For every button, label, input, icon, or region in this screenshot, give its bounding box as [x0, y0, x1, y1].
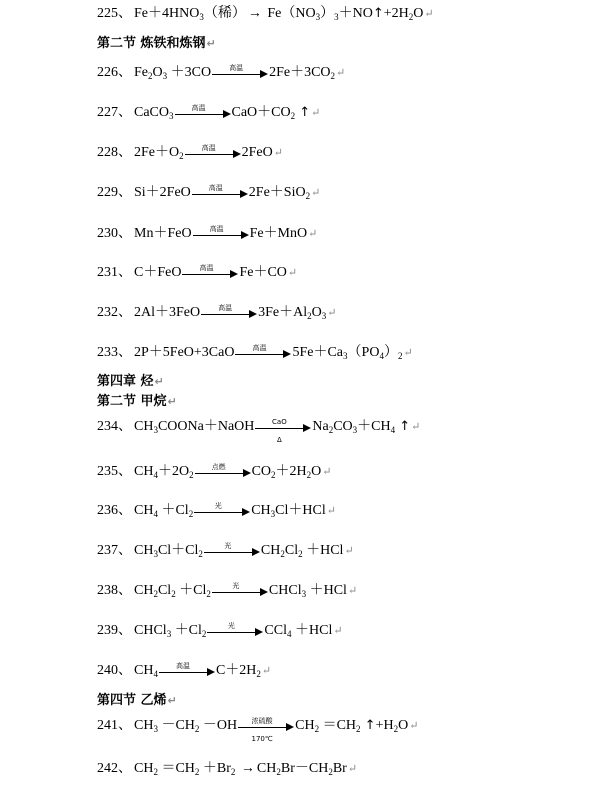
reaction-arrow-icon [182, 264, 238, 282]
paragraph-mark-icon: ↵ [311, 107, 321, 119]
formula-text: Mn＋FeO [134, 226, 192, 241]
formula-text: CH [256, 761, 277, 776]
formula-text: CH [251, 503, 271, 518]
arrow-head [260, 70, 268, 78]
subscript: 2 [328, 425, 334, 435]
formula-text: O [311, 464, 322, 479]
formula-text: CO [251, 464, 272, 479]
subscript: 2 [393, 724, 399, 734]
arrow-shaft [212, 592, 262, 593]
section-heading [97, 692, 177, 710]
equation-number: 241、 [97, 718, 132, 733]
equation-number: 230、 [97, 226, 132, 241]
arrow-head [233, 150, 241, 158]
subscript: 2 [194, 767, 200, 777]
subscript: 4 [153, 470, 158, 480]
equation-line [97, 144, 283, 162]
subscript: 3 [166, 629, 172, 639]
formula-text: Fe [134, 65, 148, 80]
formula-text: 2P＋5FeO+3CaO [134, 345, 235, 360]
equation-line [97, 418, 421, 444]
paragraph-mark-icon: ↵ [336, 67, 346, 79]
paragraph-mark-icon: ↵ [261, 665, 272, 677]
subscript: 2 [201, 629, 207, 639]
subscript: 2 [298, 549, 303, 559]
equation-number: 232、 [97, 305, 132, 320]
formula-text: CH [134, 419, 154, 434]
subscript: 4 [379, 351, 384, 361]
reaction-arrow-icon [204, 542, 260, 560]
formula-text: Br [332, 761, 347, 776]
subscript: 2 [256, 669, 261, 679]
equation-line [97, 542, 354, 560]
reaction-condition: 浓硫酸 [251, 717, 273, 725]
section-heading [97, 373, 164, 391]
formula-text: Fe＋CO [239, 265, 287, 280]
subscript: 2 [330, 71, 336, 81]
equation-line [97, 264, 297, 282]
formula-text: Na [312, 419, 329, 434]
heading-text: 第二节 炼铁和炼钢 [97, 36, 206, 51]
subscript: 3 [315, 12, 321, 22]
arrow-head [252, 548, 260, 556]
equation-line [97, 662, 271, 680]
formula-text: CH [134, 503, 154, 518]
paragraph-mark-icon: ↵ [308, 228, 318, 240]
equation-number: 229、 [97, 185, 132, 200]
formula-text: CaO＋CO [231, 105, 291, 120]
formula-text: O [152, 65, 163, 80]
paragraph-mark-icon: ↵ [344, 545, 354, 557]
paragraph-mark-icon: ↵ [273, 147, 283, 159]
subscript: 2 [194, 724, 200, 734]
formula-text: CH [134, 761, 154, 776]
formula-text: ＋2H [275, 464, 307, 479]
equation-line [97, 304, 336, 322]
paragraph-mark-icon: ↵ [424, 8, 434, 20]
formula-text: Si＋2FeO [134, 185, 191, 200]
formula-text: Br－CH [280, 761, 329, 776]
equation-line [97, 184, 320, 202]
equation-line [97, 463, 332, 481]
subscript: 2 [206, 589, 211, 599]
reaction-condition-below: Δ [276, 436, 282, 444]
paragraph-mark-icon: ↵ [347, 585, 358, 597]
reaction-condition: 高温 [229, 64, 244, 72]
formula-text: CO [333, 419, 353, 434]
formula-text: ＋HCl [291, 623, 333, 638]
arrow-head [283, 350, 291, 358]
formula-text: CH [134, 464, 154, 479]
equation-line [97, 622, 343, 640]
arrow-head [230, 270, 238, 278]
formula-text: ＝CH [157, 761, 195, 776]
formula-text: ） [320, 6, 335, 21]
equation-number: 225、 [97, 6, 132, 21]
arrow-head [241, 231, 249, 239]
subscript: 2 [171, 589, 176, 599]
formula-text: +2H [383, 6, 409, 21]
reaction-arrow-icon [194, 502, 250, 520]
paragraph-mark-icon: ↵ [206, 37, 216, 50]
formula-text: ＋2O [157, 464, 190, 479]
reaction-condition: 高温 [209, 225, 224, 233]
reaction-arrow-icon [175, 104, 231, 122]
equation-line [97, 502, 336, 520]
formula-text: （PO [347, 345, 380, 360]
reaction-arrow-icon [193, 225, 249, 243]
equation-number: 242、 [97, 761, 132, 776]
arrow-head [260, 588, 268, 596]
subscript: 3 [169, 111, 174, 121]
formula-text: O [311, 305, 322, 320]
formula-text: Fe（NO [263, 6, 316, 21]
paragraph-mark-icon: ↵ [167, 395, 177, 408]
subscript: 4 [390, 425, 396, 435]
formula-text: CH [134, 583, 154, 598]
formula-text: Cl＋Cl [157, 543, 199, 558]
subscript: 4 [287, 629, 292, 639]
reaction-condition: 光 [214, 502, 222, 510]
formula-text: （稀） [203, 6, 246, 21]
equation-number: 227、 [97, 105, 132, 120]
formula-text: Cl [157, 583, 172, 598]
subscript: 2 [148, 71, 153, 81]
formula-text: CHCl [134, 623, 167, 638]
arrow-shaft [194, 512, 244, 513]
reaction-condition: 点燃 [211, 463, 226, 471]
formula-text: ＋CH [357, 419, 391, 434]
reaction-arrow-icon [201, 304, 257, 322]
formula-text: ＋Cl [175, 583, 207, 598]
paragraph-mark-icon: ↵ [411, 421, 421, 433]
gas-arrow-icon: ↑ [372, 6, 384, 21]
equation-number: 228、 [97, 145, 132, 160]
reaction-arrow-icon [212, 64, 268, 82]
arrow-head [303, 424, 311, 432]
reaction-condition: 高温 [208, 184, 223, 192]
equation-line [97, 344, 413, 362]
subscript: 3 [153, 425, 158, 435]
equation-line [97, 5, 434, 23]
formula-text: 2Fe＋3CO [269, 65, 331, 80]
equation-line [97, 64, 345, 82]
formula-text: ＋3CO [167, 65, 212, 80]
formula-text: CH [134, 663, 154, 678]
equation-number: 234、 [97, 419, 132, 434]
formula-text: ＋NO [338, 6, 373, 21]
reaction-condition: 光 [224, 542, 232, 550]
equation-number: 237、 [97, 543, 132, 558]
section-heading [97, 393, 177, 411]
formula-text: +H [375, 718, 394, 733]
subscript: 3 [321, 311, 327, 321]
formula-text: －CH [157, 718, 195, 733]
formula-text: 3Fe＋Al [258, 305, 308, 320]
formula-text: Cl [284, 543, 299, 558]
arrow-head [255, 628, 263, 636]
gas-arrow-icon: ↑ [295, 105, 311, 120]
subscript: 3 [352, 425, 358, 435]
arrow-shaft [204, 552, 254, 553]
reaction-arrow-icon [195, 463, 251, 481]
equation-number: 236、 [97, 503, 132, 518]
subscript: 2 [314, 724, 320, 734]
formula-text: 2Fe＋SiO [248, 185, 306, 200]
reaction-condition: 高温 [218, 304, 233, 312]
subscript: 4 [153, 669, 158, 679]
equation-number: 239、 [97, 623, 132, 638]
paragraph-mark-icon: ↵ [333, 625, 343, 637]
paragraph-mark-icon: ↵ [322, 466, 332, 478]
reaction-arrow-icon [235, 344, 291, 362]
formula-text: ＋Cl [157, 503, 189, 518]
subscript: 2 [397, 351, 403, 361]
reaction-arrow-icon [238, 717, 294, 743]
subscript: 3 [270, 509, 276, 519]
paragraph-mark-icon: ↵ [403, 347, 413, 359]
arrow-shaft [255, 428, 305, 429]
subscript: 2 [290, 111, 296, 121]
subscript: 2 [328, 767, 333, 777]
heading-text: 第二节 甲烷 [97, 394, 167, 409]
subscript: 4 [153, 509, 158, 519]
gas-arrow-icon: ↑ [360, 718, 376, 733]
arrow-shaft [235, 354, 285, 355]
paragraph-mark-icon: ↵ [154, 375, 164, 388]
formula-text: Cl＋HCl [275, 503, 326, 518]
equation-line [97, 582, 357, 600]
formula-text: ＋Cl [171, 623, 202, 638]
paragraph-mark-icon: ↵ [327, 307, 337, 319]
heading-text: 第四节 乙烯 [97, 693, 167, 708]
formula-text: O [413, 6, 424, 21]
reaction-arrow-icon [192, 184, 248, 202]
formula-text: CCl [264, 623, 287, 638]
subscript: 3 [343, 351, 348, 361]
subscript: 2 [408, 12, 414, 22]
arrow-shaft [212, 74, 262, 75]
equation-line [97, 717, 419, 743]
subscript: 3 [199, 12, 204, 22]
formula-text: CH [134, 543, 154, 558]
formula-text: ＋HCl [306, 583, 347, 598]
reaction-arrow-icon: → [237, 761, 255, 776]
arrow-shaft [192, 194, 242, 195]
arrow-head [240, 190, 248, 198]
equation-number: 231、 [97, 265, 132, 280]
equation-number: 233、 [97, 345, 132, 360]
arrow-shaft [195, 473, 245, 474]
arrow-head [249, 310, 257, 318]
formula-text: ＋HCl [302, 543, 344, 558]
formula-text: C＋2H [215, 663, 257, 678]
reaction-condition-below: 170℃ [251, 735, 273, 743]
subscript: 3 [162, 71, 168, 81]
formula-text: 5Fe＋Ca [292, 345, 344, 360]
reaction-condition: 高温 [191, 104, 206, 112]
formula-text: C＋FeO [134, 265, 182, 280]
formula-text: CHCl [268, 583, 302, 598]
paragraph-mark-icon: ↵ [409, 720, 419, 732]
arrow-shaft [185, 154, 235, 155]
subscript: 2 [153, 767, 158, 777]
subscript: 2 [198, 549, 203, 559]
arrow-shaft [207, 632, 257, 633]
subscript: 3 [153, 724, 158, 734]
arrow-head [223, 110, 231, 118]
paragraph-mark-icon: ↵ [347, 763, 358, 775]
equation-number: 238、 [97, 583, 132, 598]
formula-text: Fe＋4HNO [134, 6, 200, 21]
subscript: 3 [334, 12, 339, 22]
formula-text: ＋Br [199, 761, 231, 776]
subscript: 2 [356, 724, 361, 734]
formula-text: ＝CH [319, 718, 357, 733]
formula-text: 2FeO [241, 145, 273, 160]
subscript: 2 [306, 470, 312, 480]
reaction-condition: 光 [227, 622, 235, 630]
gas-arrow-icon: ↑ [395, 419, 411, 434]
reaction-arrow-icon [207, 622, 263, 640]
paragraph-mark-icon: ↵ [311, 187, 321, 199]
formula-text: CH [295, 718, 315, 733]
subscript: 2 [305, 191, 311, 201]
arrow-head [207, 668, 215, 676]
formula-text: ） [383, 345, 398, 360]
reaction-arrow-icon [212, 582, 268, 600]
subscript: 2 [271, 470, 276, 480]
arrow-shaft [175, 114, 225, 115]
equation-number: 226、 [97, 65, 132, 80]
reaction-arrow-icon [185, 144, 241, 162]
equation-number: 240、 [97, 663, 132, 678]
subscript: 2 [179, 151, 184, 161]
formula-text: －OH [199, 718, 238, 733]
heading-text: 第四章 烃 [97, 374, 154, 389]
subscript: 2 [276, 767, 281, 777]
reaction-condition: 高温 [252, 344, 267, 352]
paragraph-mark-icon: ↵ [326, 505, 336, 517]
subscript: 2 [280, 549, 285, 559]
subscript: 2 [230, 767, 236, 777]
arrow-head [243, 469, 251, 477]
reaction-arrow-icon [255, 418, 311, 444]
formula-text: O [398, 718, 409, 733]
formula-text: COONa＋NaOH [157, 419, 255, 434]
arrow-shaft [182, 274, 232, 275]
formula-text: 2Al＋3FeO [134, 305, 201, 320]
subscript: 2 [188, 509, 194, 519]
formula-text: CaCO [134, 105, 169, 120]
subscript: 3 [153, 549, 158, 559]
arrow-head [286, 723, 294, 731]
arrow-head [242, 508, 250, 516]
arrow-shaft [159, 672, 209, 673]
paragraph-mark-icon: ↵ [287, 267, 298, 279]
reaction-condition: 高温 [175, 662, 190, 670]
paragraph-mark-icon: ↵ [167, 694, 177, 707]
reaction-condition: CaO [272, 418, 287, 426]
equation-line [97, 225, 317, 243]
reaction-condition: 高温 [199, 264, 214, 272]
formula-text: 2Fe＋O [134, 145, 180, 160]
formula-text: Fe＋MnO [249, 226, 308, 241]
reaction-arrow-icon: → [247, 6, 262, 21]
reaction-condition: 光 [232, 582, 240, 590]
arrow-shaft [238, 727, 288, 728]
subscript: 2 [307, 311, 312, 321]
equation-number: 235、 [97, 464, 132, 479]
formula-text: CH [134, 718, 154, 733]
reaction-arrow-icon [159, 662, 215, 680]
reaction-condition: 高温 [201, 144, 216, 152]
subscript: 2 [189, 470, 194, 480]
arrow-shaft [193, 235, 243, 236]
subscript: 3 [301, 589, 307, 599]
equation-line [97, 104, 320, 122]
section-heading [97, 35, 216, 53]
formula-text: CH [260, 543, 281, 558]
equation-line [97, 760, 357, 778]
subscript: 2 [153, 589, 158, 599]
arrow-shaft [201, 314, 251, 315]
